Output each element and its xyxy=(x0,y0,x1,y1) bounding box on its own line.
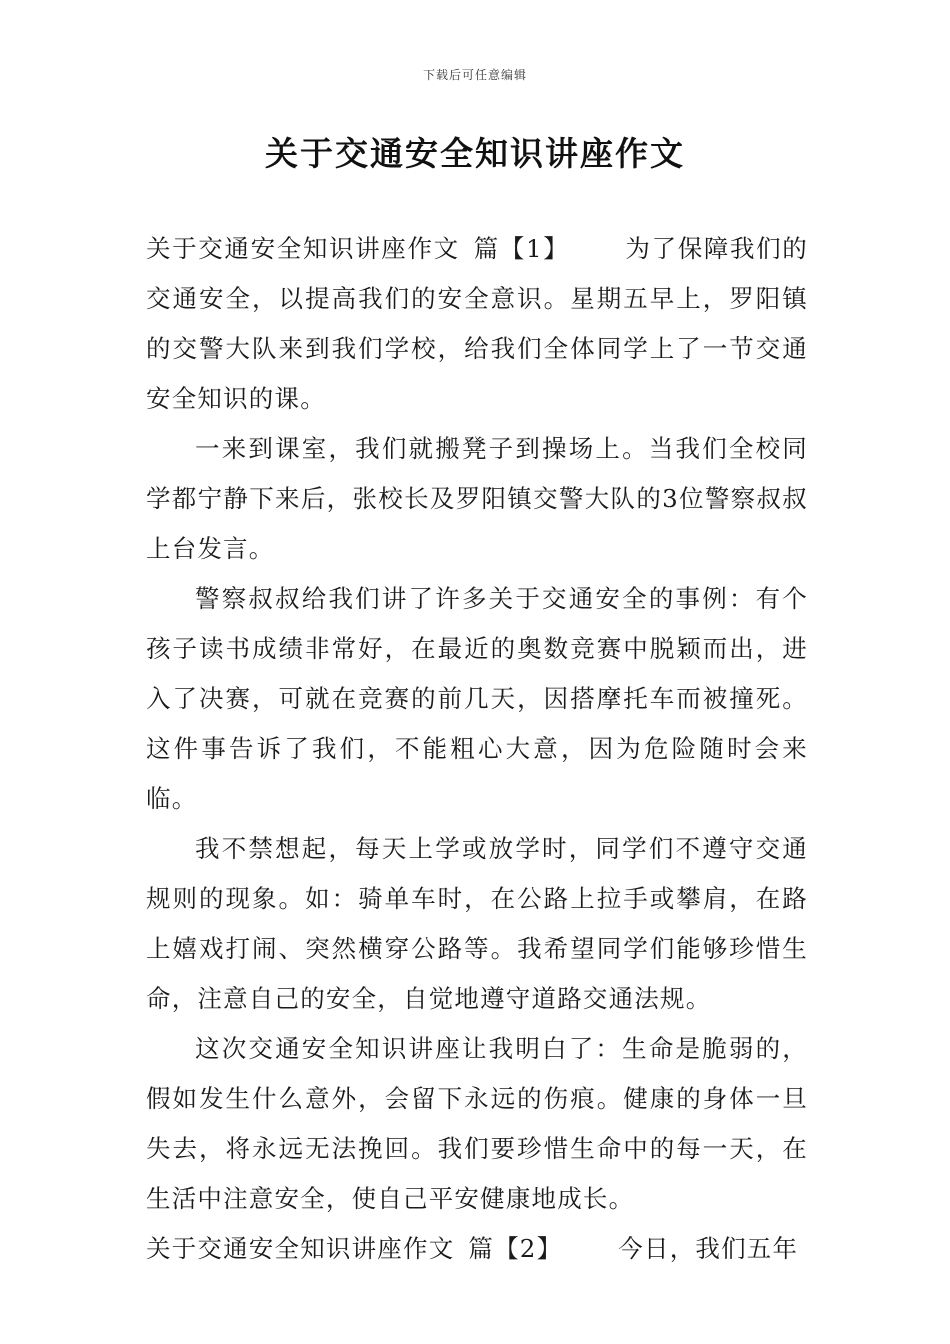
article-1-number: 篇【1】 xyxy=(473,234,570,263)
article-1-intro-text: 为了保障我们的交通安全，以提高我们的安全意识。星期五早上，罗阳镇的交警大队来到我们学校，给我们全体同学上了一节交通安全知识的课。 xyxy=(146,234,808,413)
article-1-first-paragraph xyxy=(146,224,808,424)
header-note: 下载后可任意编辑 xyxy=(422,68,527,82)
article-1-paragraph: 一来到课室，我们就搬凳子到操场上。当我们全校同学都宁静下来后，张校长及罗阳镇交警大队的3位警察叔叔上台发言。 xyxy=(146,434,808,563)
article-1-heading: 关于交通安全知识讲座作文 xyxy=(146,234,460,263)
page-title: 关于交通安全知识讲座作文 xyxy=(265,134,685,173)
article-1-paragraph: 警察叔叔给我们讲了许多关于交通安全的事例：有个孩子读书成绩非常好，在最近的奥数竞赛中脱颖而出，进入了决赛，可就在竞赛的前几天，因搭摩托车而被撞死。这件事告诉了我们，不能粗心大意，因为危险随时会来临。 xyxy=(146,584,808,813)
article-2-heading: 关于交通安全知识讲座作文 xyxy=(146,1234,455,1263)
article-1-paragraph: 这次交通安全知识讲座让我明白了：生命是脆弱的，假如发生什么意外，会留下永远的伤痕。健康的身体一旦失去，将永远无法挽回。我们要珍惜生命中的每一天，在生活中注意安全，使自己平安健康地成长。 xyxy=(146,1034,808,1213)
document-body xyxy=(146,224,808,1274)
article-1-paragraph: 我不禁想起，每天上学或放学时，同学们不遵守交通规则的现象。如：骑单车时，在公路上拉手或攀肩，在路上嬉戏打闹、突然横穿公路等。我希望同学们能够珍惜生命，注意自己的安全，自觉地遵守道路交通法规。 xyxy=(146,834,808,1013)
article-2-first-paragraph xyxy=(146,1224,808,1274)
article-2-number: 篇【2】 xyxy=(468,1234,563,1263)
article-2-intro-text: 今日，我们五年 xyxy=(618,1234,799,1263)
